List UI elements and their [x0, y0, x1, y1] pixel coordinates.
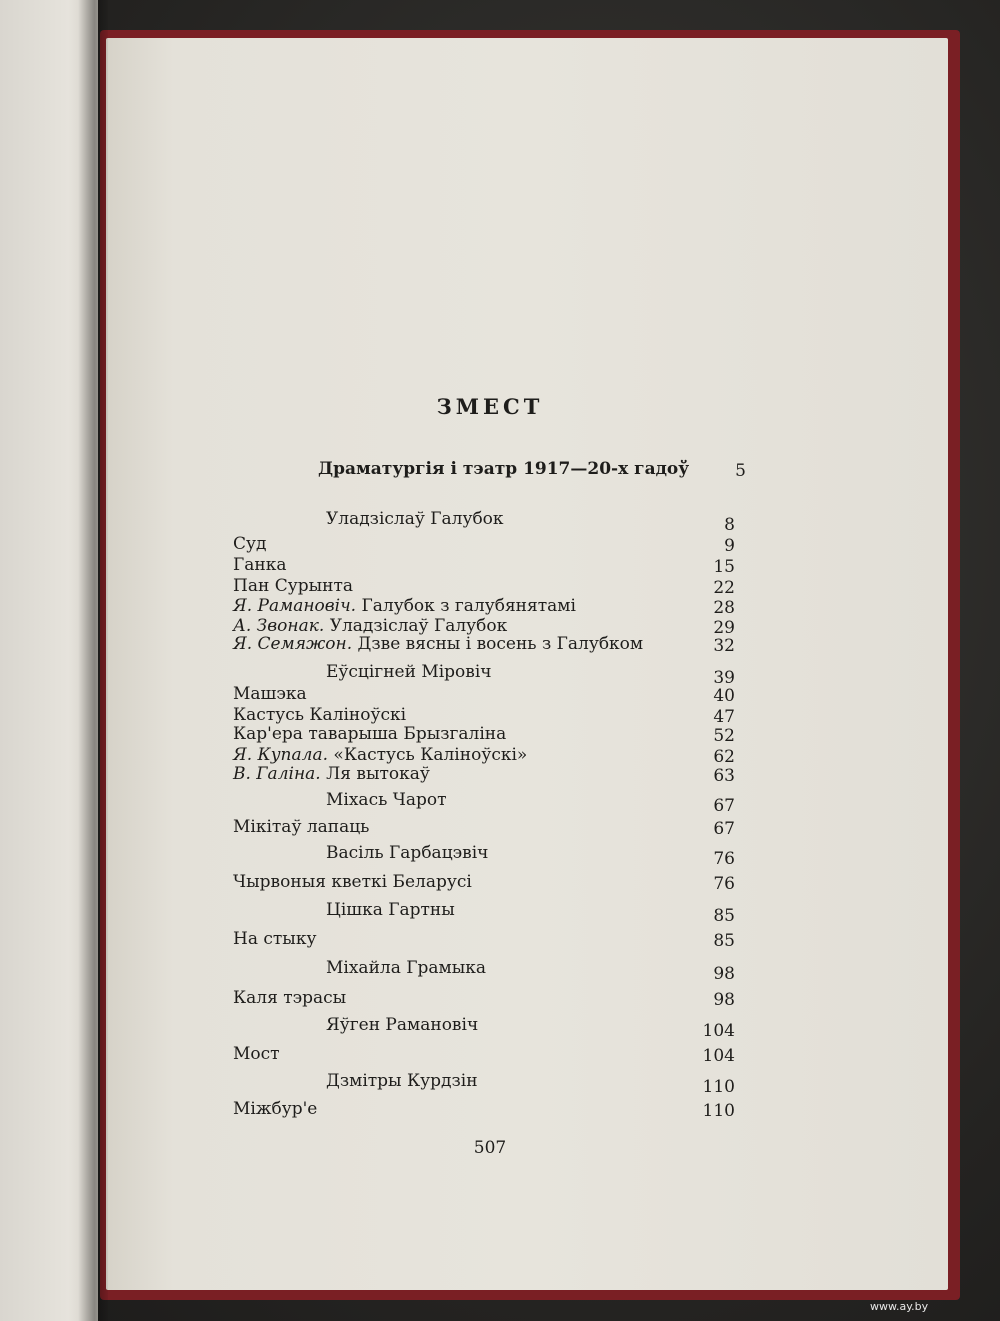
toc-entry-title: Суд — [233, 534, 267, 554]
toc-entry-title: Мост — [233, 1044, 280, 1064]
toc-page-number: 47 — [713, 707, 735, 727]
toc-page-number: 76 — [713, 874, 735, 894]
toc-page-number: 110 — [702, 1077, 735, 1097]
toc-entry-title: Дзве вясны і восень з Галубком — [352, 634, 644, 654]
toc-entry-title: Каля тэрасы — [233, 988, 347, 1008]
toc-entry-title: Цішка Гартны — [326, 900, 455, 920]
toc-page-number: 67 — [713, 796, 735, 816]
toc-entry-author: В. Галіна. — [233, 764, 321, 784]
toc-entry-title: На стыку — [233, 929, 317, 949]
toc-entry-title: Пан Сурынта — [233, 576, 353, 596]
toc-page-number: 39 — [713, 668, 735, 688]
toc-page-number: 29 — [713, 618, 735, 638]
toc-entry — [233, 870, 472, 894]
toc-page-number: 22 — [713, 578, 735, 598]
toc-author-heading — [326, 788, 447, 812]
toc-page-number: 104 — [702, 1021, 735, 1041]
toc-entry-title: Васіль Гарбацэвіч — [326, 843, 489, 863]
page-number: 507 — [473, 1138, 507, 1158]
toc-author-heading — [326, 1069, 478, 1093]
toc-entry-title: Машэка — [233, 684, 307, 704]
toc-entry-author: Я. Купала. — [233, 745, 329, 765]
toc-entry-title: Еўсцігней Міровіч — [326, 662, 492, 682]
toc-entry-title: Ганка — [233, 555, 287, 575]
toc-entry-author: А. Звонак. — [233, 616, 325, 636]
toc-page-number: 98 — [713, 990, 735, 1010]
toc-page-number: 76 — [713, 849, 735, 869]
toc-entry-title: «Кастусь Каліноўскі» — [328, 745, 528, 765]
toc-page-number: 9 — [724, 536, 735, 556]
toc-author-heading — [326, 956, 486, 980]
toc-page-number: 110 — [702, 1101, 735, 1121]
toc-entry-title: Галубок з галубянятамі — [356, 596, 576, 616]
section-page-number: 5 — [735, 461, 746, 481]
toc-entry-author: Я. Семяжон. — [233, 634, 353, 654]
toc-page-number: 28 — [713, 598, 735, 618]
toc-entry — [233, 927, 316, 951]
toc-entry — [233, 762, 430, 786]
toc-entry-title: Кастусь Каліноўскі — [233, 705, 407, 725]
toc-author-heading — [326, 841, 488, 865]
watermark: www.ay.by — [870, 1300, 929, 1313]
toc-entry-title: Чырвоныя кветкі Беларусі — [233, 872, 472, 892]
toc-page-number: 67 — [713, 819, 735, 839]
toc-page-number: 32 — [713, 636, 735, 656]
toc-page-number: 63 — [713, 766, 735, 786]
toc-entry-title: Яўген Рамановіч — [326, 1015, 479, 1035]
section-heading: Драматургія і тэатр 1917—20-х гадоў — [318, 459, 690, 479]
toc-author-heading — [326, 660, 492, 684]
toc-page-number: 40 — [713, 686, 735, 706]
toc-page-number: 15 — [713, 557, 735, 577]
toc-entry-title: Кар'ера таварыша Брызгаліна — [233, 724, 507, 744]
toc-entry-title: Дзмітры Курдзін — [326, 1071, 478, 1091]
toc-entry — [233, 1097, 317, 1121]
toc-page-number: 98 — [713, 964, 735, 984]
toc-entry-title: Мікітаў лапаць — [233, 817, 370, 837]
toc-page-number: 62 — [713, 747, 735, 767]
toc-entry-title: Міхайла Грамыка — [326, 958, 487, 978]
toc-entry — [233, 1042, 280, 1066]
toc-entry — [233, 632, 643, 656]
toc-page-number: 85 — [713, 906, 735, 926]
toc-page-number: 104 — [702, 1046, 735, 1066]
toc-author-heading — [326, 1013, 478, 1037]
toc-entry-title: Ля вытокаў — [320, 764, 430, 784]
toc-entry-title: Міжбур'е — [233, 1099, 318, 1119]
toc-author-heading — [326, 507, 504, 531]
toc-entry-title: Міхась Чарот — [326, 790, 447, 810]
toc-page-number: 85 — [713, 931, 735, 951]
toc-entry-title: Уладзіслаў Галубок — [324, 616, 508, 636]
toc-entry-author: Я. Рамановіч. — [233, 596, 357, 616]
toc-entry — [233, 986, 346, 1010]
toc-entry — [233, 815, 369, 839]
toc-page-number: 52 — [713, 726, 735, 746]
toc-title: ЗМЕСТ — [436, 394, 544, 419]
toc-page-number: 8 — [724, 515, 735, 535]
toc-author-heading — [326, 898, 455, 922]
page-gutter-shadow — [78, 0, 108, 1321]
toc-entry-title: Уладзіслаў Галубок — [326, 509, 504, 529]
